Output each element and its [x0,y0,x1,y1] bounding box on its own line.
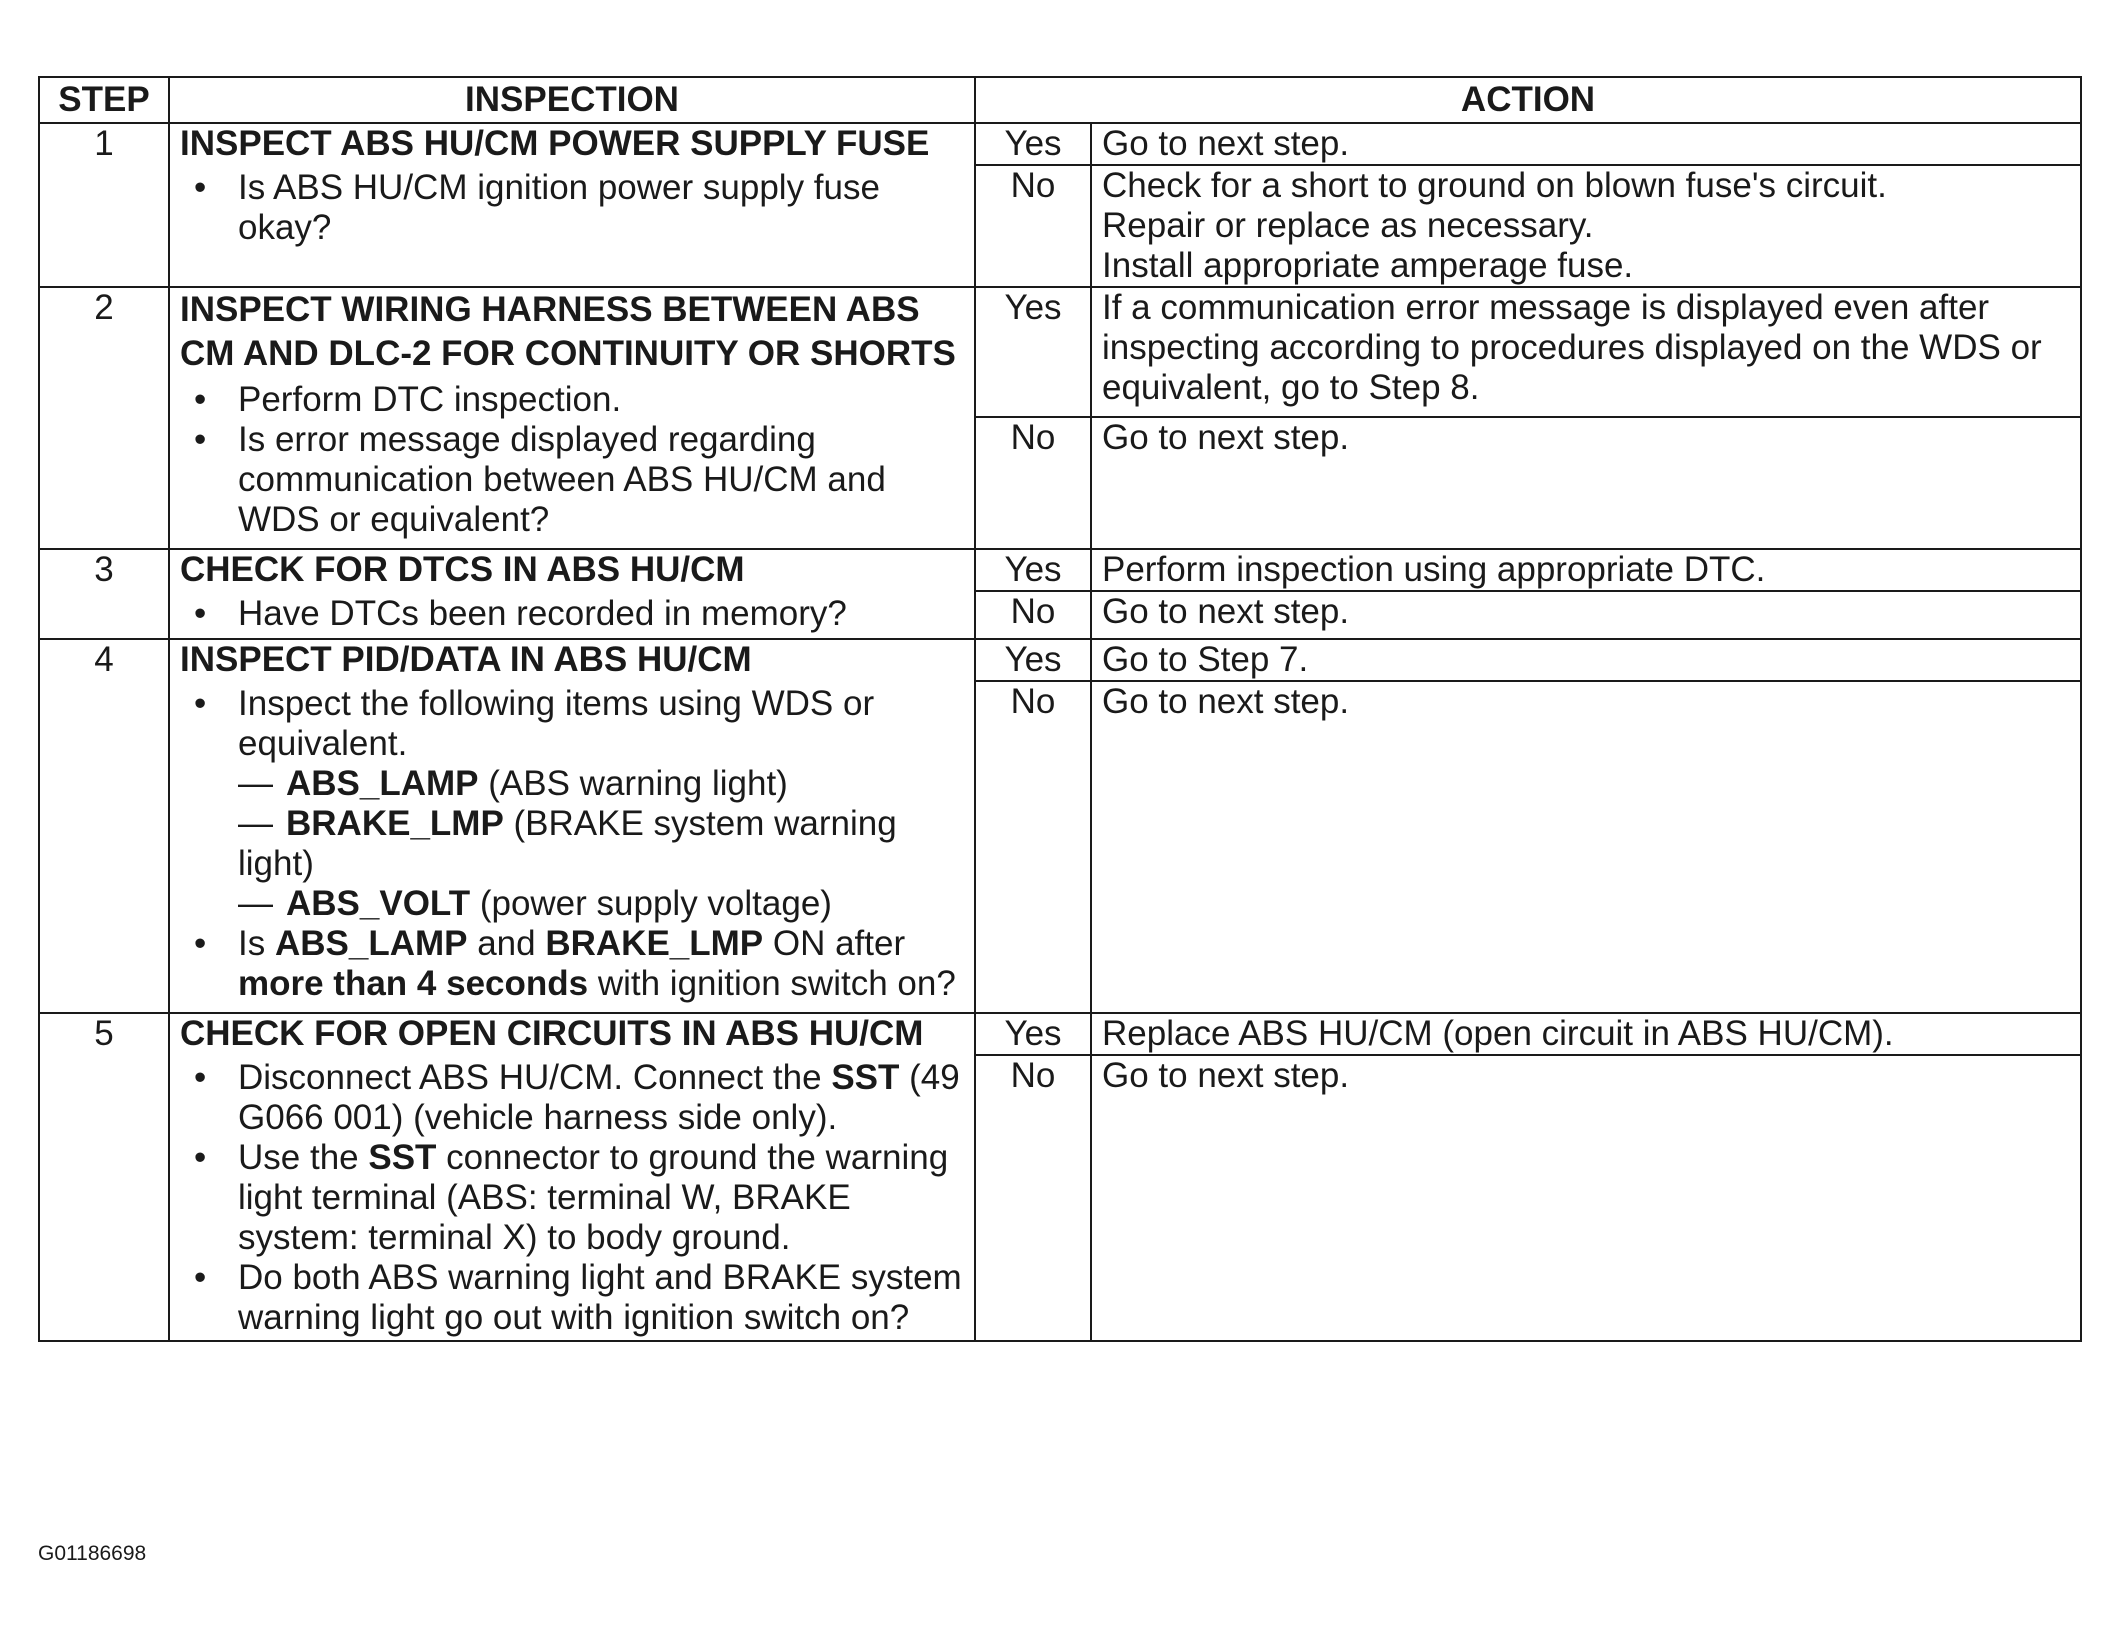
bullet-text: Use the [238,1138,369,1177]
step-number: 5 [39,1013,169,1341]
bullet-text: Disconnect ABS HU/CM. Connect the [238,1058,832,1097]
action-text: Check for a short to ground on blown fuse's circuit. [1102,166,1887,205]
pid-name: BRAKE_LMP [545,924,764,963]
bullet-list [180,168,964,248]
bullet-text: with ignition switch on? [588,964,956,1003]
action-text: Go to next step. [1102,418,1350,457]
step-number: 2 [39,287,169,549]
inspection-title: INSPECT PID/DATA IN ABS HU/CM [180,640,752,679]
no-label: No [975,681,1091,1013]
inspection-cell [169,123,975,287]
step-number: 4 [39,639,169,1013]
step-number: 3 [39,549,169,639]
bullet-item [180,1058,964,1138]
bullet-text: connector to ground the warning light terminal (ABS: terminal W, BRAKE system: terminal X) to body ground. [238,1138,949,1257]
dash-glyph: — [238,804,273,843]
action-text: Replace ABS HU/CM (open circuit in ABS HU/CM). [1102,1014,1894,1053]
action-text: Repair or replace as necessary. [1102,206,1594,245]
sub-item [238,804,964,884]
inspection-cell [169,639,975,1013]
bullet-item: • Perform DTC inspection. [180,380,964,420]
dash-glyph: — [238,764,273,803]
bullet-item [180,684,964,924]
header-action: ACTION [975,77,2081,123]
no-label: No [975,591,1091,639]
sub-item [238,884,964,924]
action-text: Go to next step. [1102,592,1350,631]
pid-name: BRAKE_LMP [286,804,504,843]
inspection-cell [169,287,975,549]
bullet-item [180,1138,964,1258]
step-3-yes-row [39,549,2081,591]
emphasis-text: more than 4 seconds [238,964,589,1003]
bullet-list [180,380,964,540]
step-4-yes-row [39,639,2081,681]
bullet-text: Is [238,924,275,963]
no-label: No [975,165,1091,287]
step-1-yes-row [39,123,2081,165]
no-label: No [975,417,1091,549]
action-text: If a communication error message is displayed even after inspecting according to procedures displayed on the WDS or equivalent, go to Step 8. [1102,288,2042,407]
bullet-item: • Do both ABS warning light and BRAKE system warning light go out with ignition switch on? [180,1258,964,1338]
yes-label: Yes [975,123,1091,165]
header-inspection: INSPECTION [169,77,975,123]
step-number: 1 [39,123,169,287]
yes-label: Yes [975,1013,1091,1055]
inspection-title: CHECK FOR DTCS IN ABS HU/CM [180,550,745,589]
pid-desc: (power supply voltage) [470,884,832,923]
bullet-item: • Is ABS HU/CM ignition power supply fuse okay? [180,168,964,248]
pid-desc: (ABS warning light) [478,764,788,803]
pid-name: ABS_VOLT [286,884,471,923]
inspection-cell [169,549,975,639]
action-text: Go to Step 7. [1102,640,1309,679]
sub-item [238,764,964,804]
dash-glyph: — [238,884,273,923]
bullet-text: ON after [763,924,906,963]
action-cell [1091,1013,2081,1055]
sst-label: SST [831,1058,900,1097]
step-2-yes-row [39,287,2081,417]
bullet-item: • Have DTCs been recorded in memory? [180,594,964,634]
bullet-item [180,924,964,1004]
action-cell [1091,417,2081,549]
header-row [39,77,2081,123]
yes-label: Yes [975,639,1091,681]
header-step: STEP [39,77,169,123]
pid-desc: (BRAKE system warning light) [238,804,897,883]
diagnostic-table [38,76,2082,1342]
pid-name: ABS_LAMP [286,764,479,803]
bullet-list [180,1058,964,1338]
inspection-title: CHECK FOR OPEN CIRCUITS IN ABS HU/CM [180,1014,924,1053]
sst-label: SST [368,1138,437,1177]
bullet-list [180,594,964,634]
action-cell [1091,549,2081,591]
bullet-list [180,684,964,1004]
inspection-title: INSPECT ABS HU/CM POWER SUPPLY FUSE [180,124,930,163]
figure-id: G01186698 [38,1542,147,1565]
action-cell [1091,287,2081,417]
action-text: Go to next step. [1102,1056,1350,1095]
no-label: No [975,1055,1091,1341]
action-text: Go to next step. [1102,682,1350,721]
yes-label: Yes [975,549,1091,591]
inspection-cell [169,1013,975,1341]
action-cell [1091,681,2081,1013]
action-cell [1091,1055,2081,1341]
yes-label: Yes [975,287,1091,417]
action-cell [1091,165,2081,287]
bullet-text: and [467,924,546,963]
inspection-title: INSPECT WIRING HARNESS BETWEEN ABS CM AND DLC-2 FOR CONTINUITY OR SHORTS [180,290,956,373]
action-text: Install appropriate amperage fuse. [1102,246,1634,285]
action-text: Perform inspection using appropriate DTC. [1102,550,1766,589]
bullet-text: (49 G066 001) (vehicle harness side only). [238,1058,960,1137]
action-cell [1091,591,2081,639]
action-cell [1091,123,2081,165]
pid-name: ABS_LAMP [274,924,468,963]
action-cell [1091,639,2081,681]
action-text: Go to next step. [1102,124,1350,163]
bullet-text: Inspect the following items using WDS or equivalent. [238,684,875,763]
step-5-yes-row [39,1013,2081,1055]
bullet-item: • Is error message displayed regarding communication between ABS HU/CM and WDS or equivalent? [180,420,964,540]
